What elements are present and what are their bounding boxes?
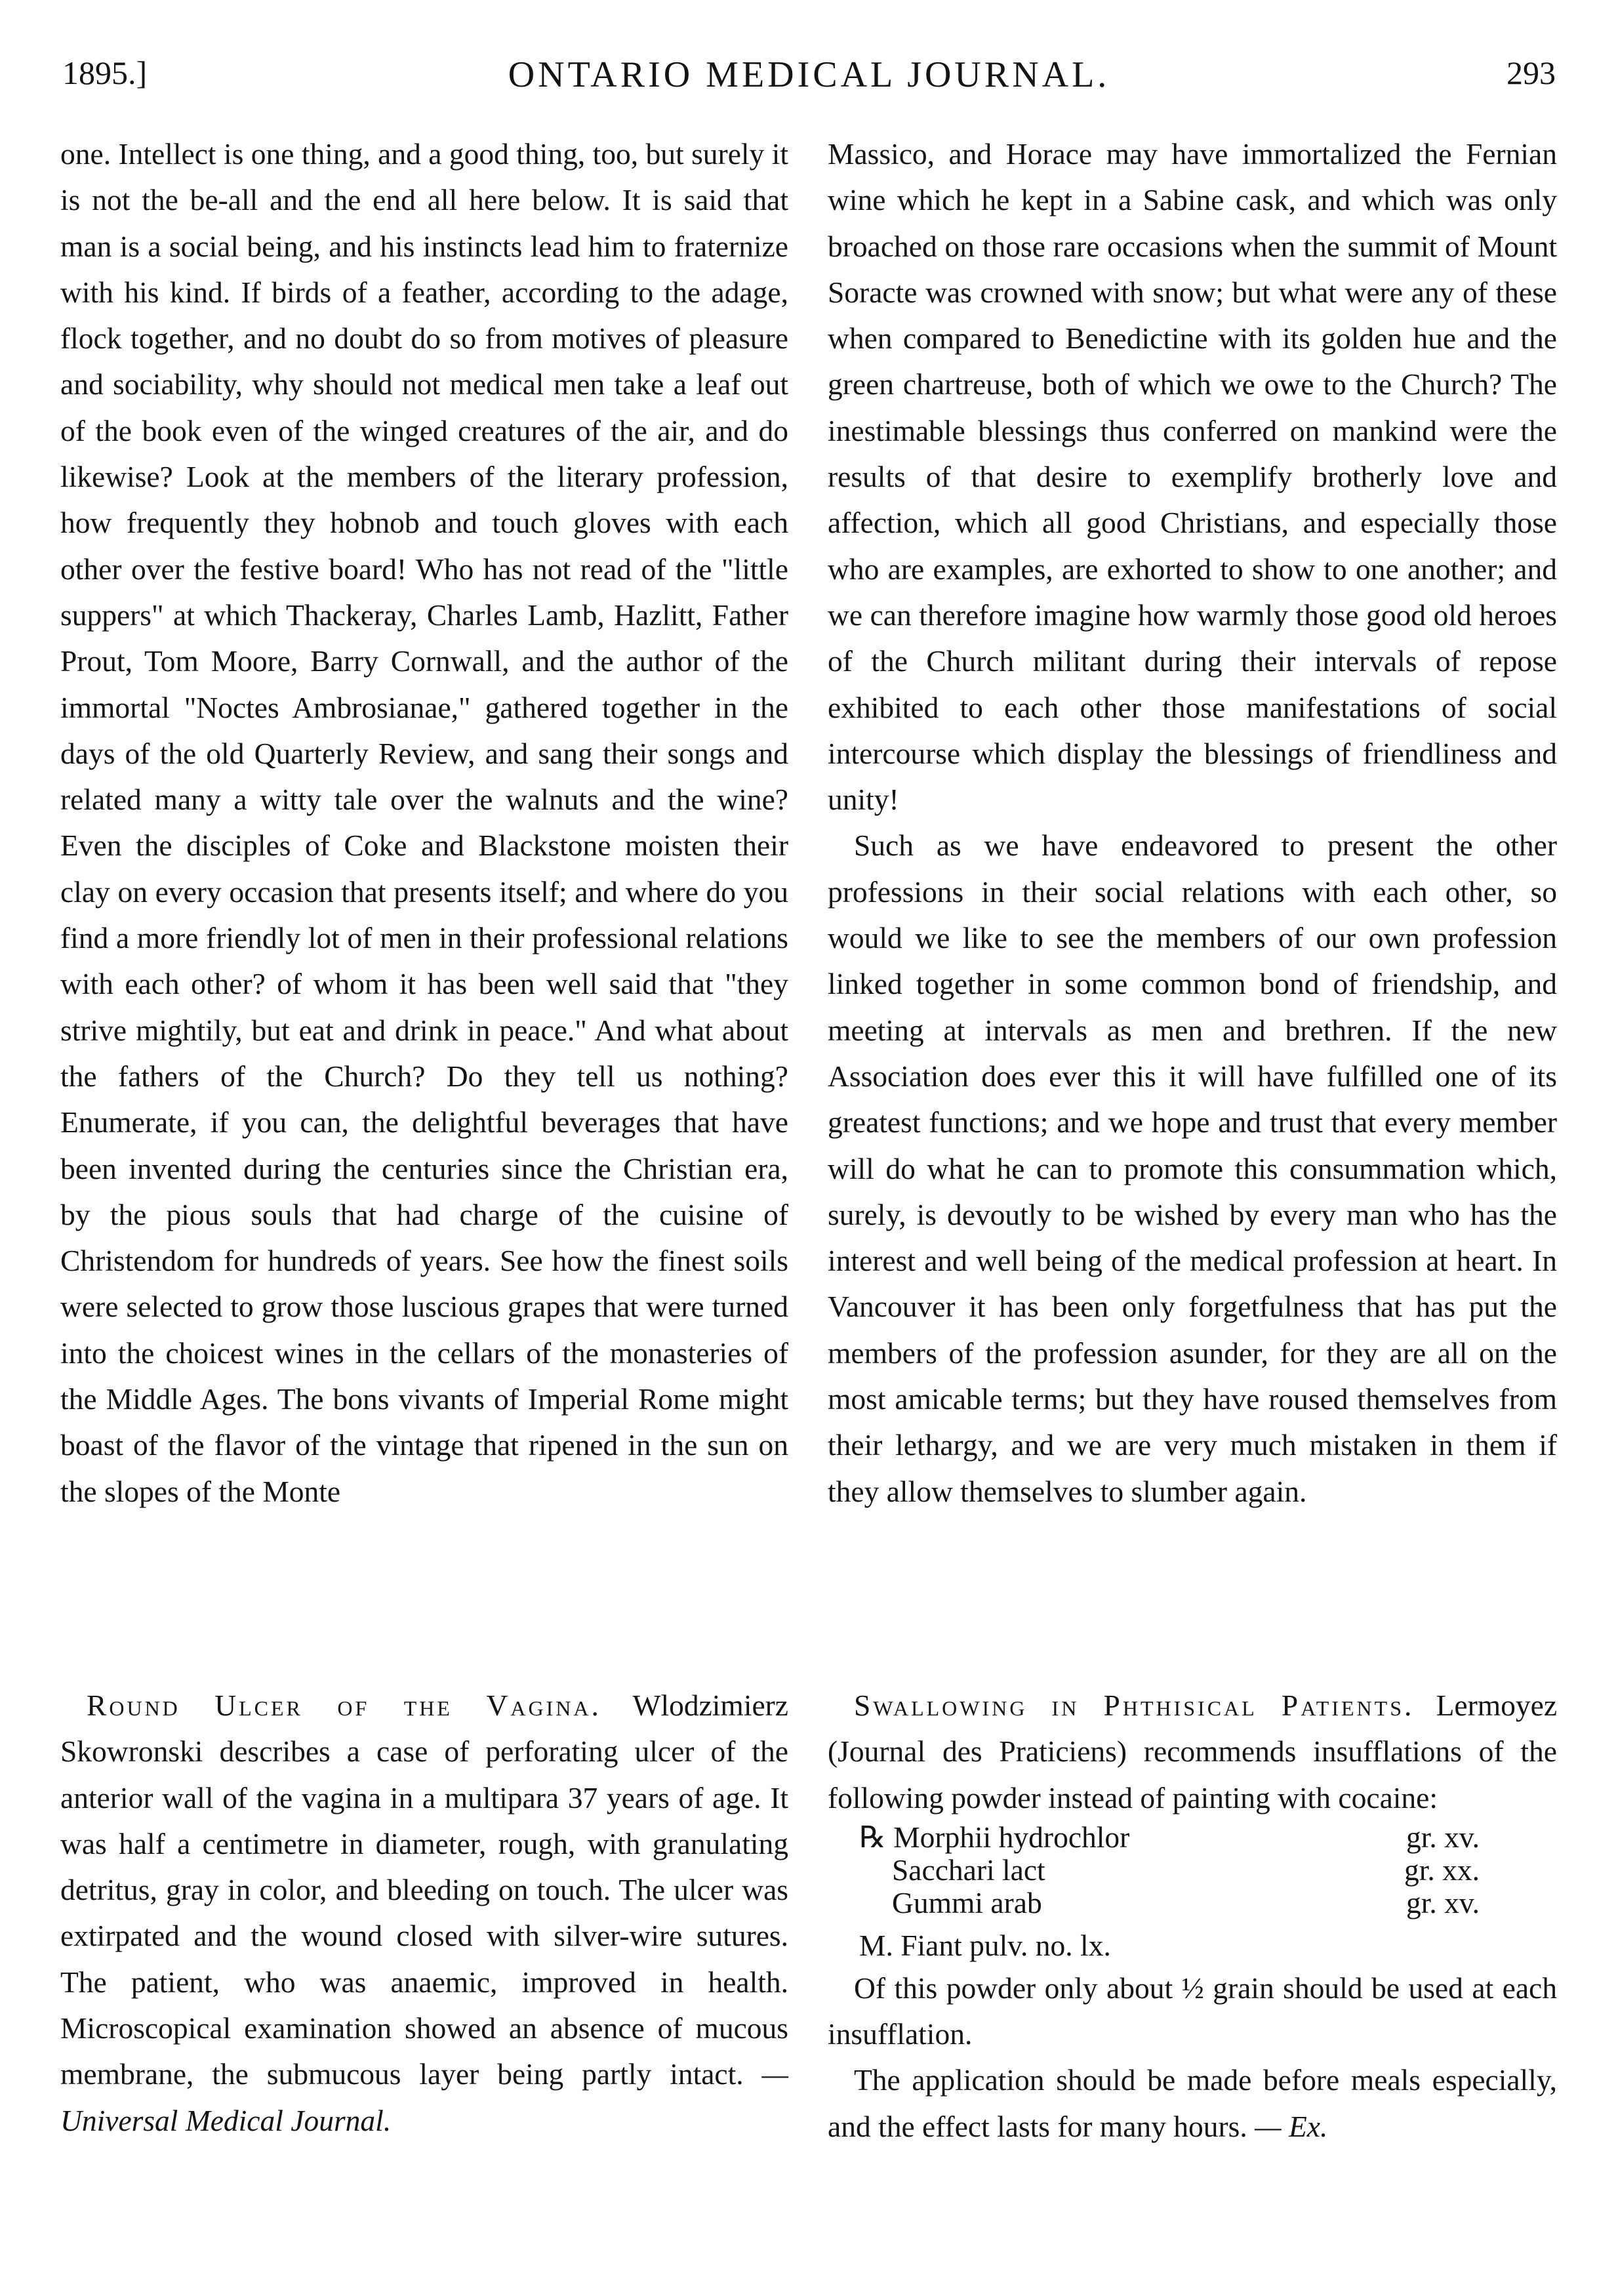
closing-text: The application should be made before meals especially, and the effect lasts for many hours. xyxy=(828,2063,1557,2143)
prescription-item: ℞ Morphii hydrochlor xyxy=(859,1820,1130,1854)
article-column-right xyxy=(828,131,1557,1515)
swallowing-article-intro: Lermoyez (Journal des Praticiens) recommends insufflations of the following powder instead of painting with cocaine: xyxy=(828,1689,1558,1814)
prescription-dose: gr. xx. xyxy=(1404,1853,1480,1887)
article-column-left xyxy=(60,131,788,1515)
prescription-item: Sacchari lact xyxy=(892,1853,1045,1887)
article-paragraph: Massico, and Horace may have immortalized the Fernian wine which he kept in a Sabine cask, and which was only broached on those rare occasions when the summit of Mount Soracte was crowned with snow; but what were any of these when compared to Benedictine with its golden hue and the green chartreuse, both of which we owe to the Church? The inestimable blessings thus conferred on mankind were the results of that desire to exemplify brotherly love and affection, which all good Christians, and especially those who are examples, are exhorted to show to one another; and we can therefore imagine how warmly those good old heroes of the Church militant during their intervals of repose exhibited to each other those manifestations of social intercourse which display the blessings of friendliness and unity! xyxy=(828,137,1557,817)
ulcer-article-body: Wlodzimierz Skowronski describes a case of perforating ulcer of the anterior wall of the vagina in a multipara 37 years of age. It was half a centimetre in diameter, rough, with granulating detritus, gray in color, and bleeding on touch. The ulcer was extirpated and the wound closed with silver-wire sutures. The patient, who was anaemic, improved in health. Microscopical examination showed an absence of mucous membrane, the submucous layer being partly intact. xyxy=(60,1689,788,2091)
swallowing-article-title: Swallowing in Phthisical Patients. xyxy=(854,1689,1415,1722)
prescription-row xyxy=(859,1821,1557,1854)
running-header xyxy=(62,54,1556,106)
prescription-misce: M. Fiant pulv. no. lx. xyxy=(859,1928,1111,1962)
prescription-dose: gr. xv. xyxy=(1406,1820,1480,1854)
article-paragraph: one. Intellect is one thing, and a good thing, too, but surely it is not the be-all and the end all here below. It is said that man is a social being, and his instincts lead him to fraternize with his kind. If birds of a feather, according to the adage, flock together, and no doubt do so from motives of pleasure and sociability, why should not medical men take a leaf out of the book even of the winged creatures of the air, and do likewise? Look at the members of the literary profession, how frequently they hobnob and touch gloves with each other over the festive board! Who has not read of the "little suppers" at which Thackeray, Charles Lamb, Hazlitt, Father Prout, Tom Moore, Barry Cornwall, and the author of the immortal "Noctes Ambrosianae," gathered together in the days of the old Quarterly Review, and sang their songs and related many a witty tale over the walnuts and the wine? Even the disciples of Coke and Blackstone moisten their clay on every occasion that presents itself; and where do you find a more friendly lot of men in their professional relations with each other? of whom it has been well said that "they strive mightily, but eat and drink in peace." And what about the fathers of the Church? Do they tell us nothing? Enumerate, if you can, the delightful beverages that have been invented during the centuries since the Christian era, by the pious souls that had charge of the cuisine of Christendom for hundreds of years. See how the finest soils were selected to grow those luscious grapes that were turned into the choicest wines in the cellars of the monasteries of the Middle Ages. The bons vivants of Imperial Rome might boast of the flavor of the vintage that ripened in the sun on the slopes of the Monte xyxy=(60,137,788,1508)
prescription-item: Gummi arab xyxy=(892,1885,1042,1919)
prescription-row xyxy=(859,1854,1557,1887)
ulcer-article xyxy=(60,1683,788,2144)
journal-title: ONTARIO MEDICAL JOURNAL. xyxy=(508,54,1110,95)
ulcer-article-title: Round Ulcer of the Vagina. xyxy=(87,1689,601,1722)
ulcer-article-source: — Universal Medical Journal. xyxy=(60,2057,788,2137)
prescription xyxy=(828,1821,1557,1965)
dosage-note: Of this powder only about ½ grain should be used at each insufflation. xyxy=(828,1971,1557,2051)
prescription-dose: gr. xv. xyxy=(1406,1885,1480,1919)
swallowing-article-source: — Ex. xyxy=(1255,2109,1328,2143)
header-year: 1895.] xyxy=(62,54,148,91)
swallowing-article xyxy=(828,1683,1557,2150)
article-paragraph: Such as we have endeavored to present the other professions in their social relations with each other, so would we like to see the members of our own profession linked together in some common bond of friendship, and meeting at intervals as men and brethren. If the new Association does ever this it will have fulfilled one of its greatest functions; and we hope and trust that every member will do what he can to promote this consummation which, surely, is devoutly to be wished by every man who has the interest and well being of the medical profession at heart. In Vancouver it has been only forgetfulness that has put the members of the profession asunder, for they are all on the most amicable terms; but they have roused themselves from their lethargy, and we are very much mistaken in them if they allow themselves to slumber again. xyxy=(828,829,1557,1508)
page-number: 293 xyxy=(1507,54,1556,91)
prescription-row xyxy=(859,1887,1557,1919)
